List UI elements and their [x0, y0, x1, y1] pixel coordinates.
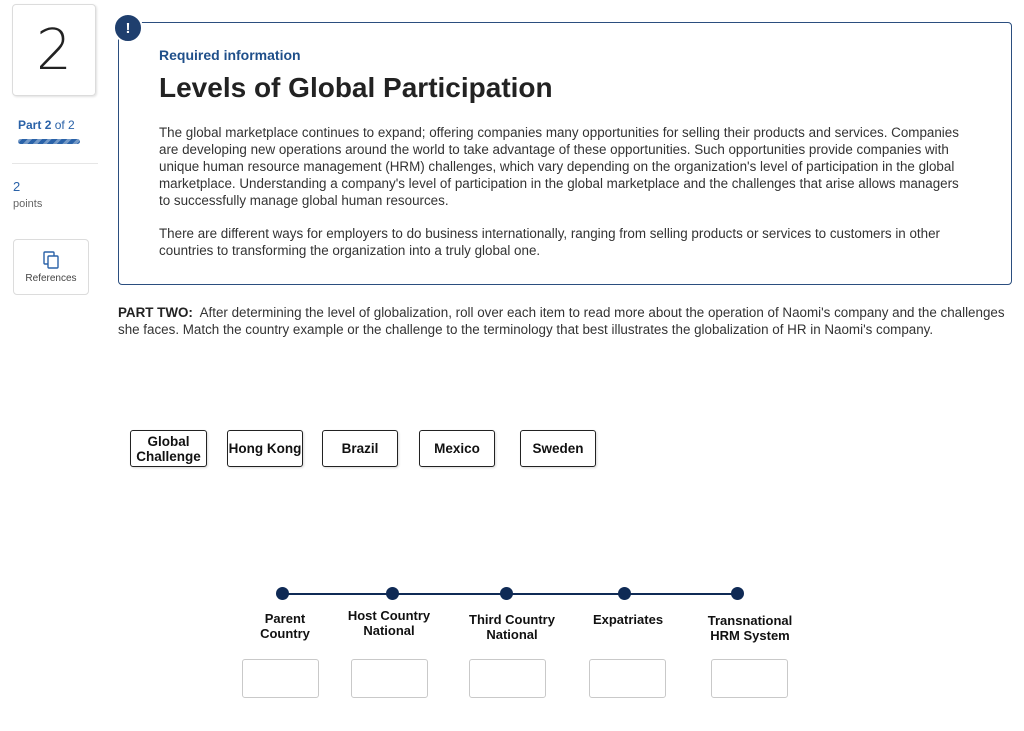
- timeline-dot: [276, 587, 289, 600]
- alert-icon: !: [113, 13, 143, 43]
- drop-zone-transnational-hrm-system[interactable]: [711, 659, 788, 698]
- page-title: Levels of Global Participation: [159, 72, 553, 103]
- drag-item-sweden[interactable]: Sweden: [520, 430, 596, 467]
- sidebar-divider: [12, 163, 98, 164]
- points-label: points: [13, 198, 43, 210]
- timeline-dot: [731, 587, 744, 600]
- timeline-dot: [618, 587, 631, 600]
- drag-item-brazil[interactable]: Brazil: [322, 430, 398, 467]
- drag-item-mexico[interactable]: Mexico: [419, 430, 495, 467]
- timeline-dot: [386, 587, 399, 600]
- drop-zone-host-country-national[interactable]: [351, 659, 428, 698]
- drop-zone-expatriates[interactable]: [589, 659, 666, 698]
- question-number: 2: [12, 4, 96, 96]
- part-indicator: [18, 118, 75, 132]
- part-prefix: Part 2: [18, 118, 52, 132]
- target-label-expatriates: Expatriates: [592, 612, 664, 627]
- target-label-host-country-national: Host Country National: [347, 608, 431, 638]
- part-two-instructions: [118, 304, 1014, 338]
- part-two-text: After determining the level of globalization, roll over each item to read more about the operation of Naomi's company and the challenges she faces. Match the country example or the challenge to the terminology that best illustrates the globalization of HR in Naomi's company.: [118, 305, 1005, 337]
- drop-zone-third-country-national[interactable]: [469, 659, 546, 698]
- target-label-parent-country: Parent Country: [260, 611, 310, 641]
- references-button[interactable]: [13, 239, 89, 295]
- part-two-label: PART TWO:: [118, 305, 193, 320]
- references-icon: [43, 251, 59, 269]
- references-label: References: [25, 272, 77, 284]
- points-value: 2: [13, 179, 21, 194]
- part-total: of 2: [54, 118, 75, 132]
- drop-zone-parent-country[interactable]: [242, 659, 319, 698]
- timeline-dot: [500, 587, 513, 600]
- info-paragraph-2: There are different ways for employers to do business internationally, ranging from selling products or services to customers in other countries to transforming the organization into a truly global one.: [159, 226, 940, 258]
- target-label-transnational-hrm-system: Transnational HRM System: [707, 613, 793, 643]
- target-label-third-country-national: Third Country National: [469, 612, 555, 642]
- part-progress-bar: [18, 139, 80, 144]
- info-paragraph-1: The global marketplace continues to expand; offering companies many opportunities for selling their products and services. Companies are developing new operations around the world to take advantage of these opportunities. Such opportunities provide companies with unique human resource management (HRM) challenges, which vary depending on the organization's level of participation in the global marketplace. Understanding a company's level of participation in the global marketplace and the challenges that arise allows managers to successfully manage global human resources.: [159, 125, 959, 208]
- required-info-label: Required information: [159, 47, 301, 63]
- drag-item-global-challenge[interactable]: Global Challenge: [130, 430, 207, 467]
- drag-item-hong-kong[interactable]: Hong Kong: [227, 430, 303, 467]
